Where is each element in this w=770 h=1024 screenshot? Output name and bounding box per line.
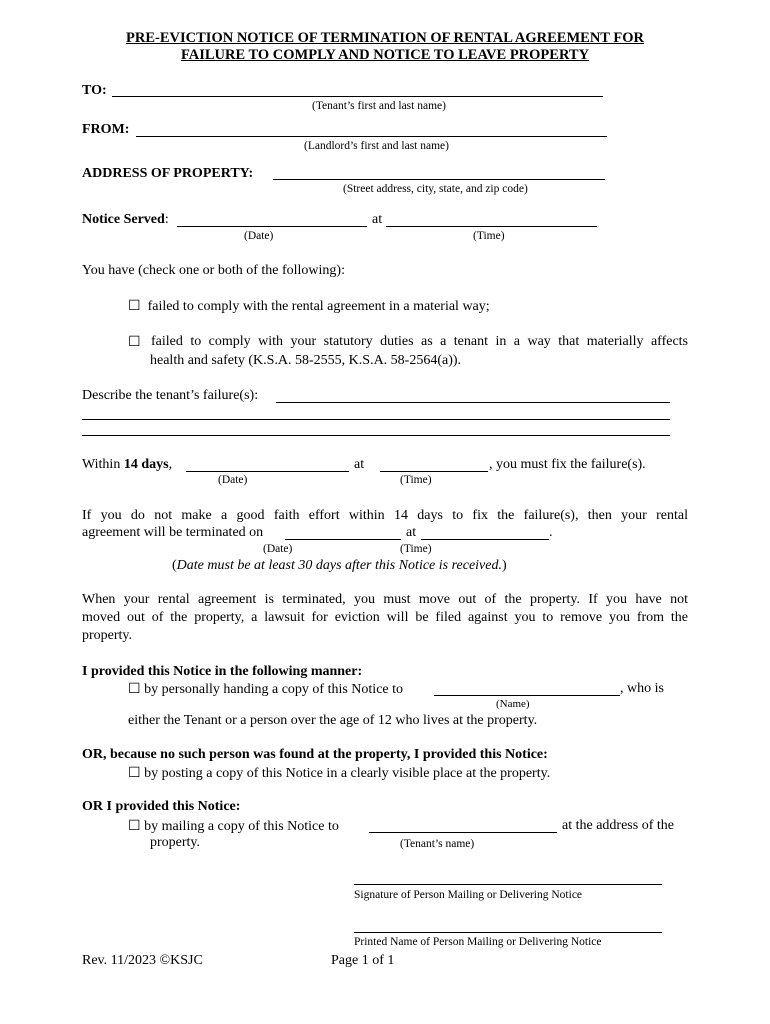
mailing-caption: (Tenant’s name) [400,838,475,850]
posting-heading: OR, because no such person was found at the property, I provided this Notice: [82,747,548,762]
personal-row [128,681,403,698]
address-input-line[interactable] [273,179,605,180]
within-days: 14 days [123,457,169,472]
material-failure-text: failed to comply with the rental agreement in a material way; [147,299,490,314]
personal-name-line[interactable] [434,695,620,696]
footer-revision: Rev. 11/2023 ©KSJC [82,953,203,968]
posting-checkbox[interactable]: ☐ [128,766,141,781]
mailing-name-line[interactable] [369,832,557,833]
within-prefix: Within [82,457,121,472]
from-label: FROM: [82,122,130,137]
terminated-line3: property. [82,628,133,643]
notice-served-label: Notice Served [82,212,165,227]
to-input-line[interactable] [112,96,603,97]
from-input-line[interactable] [136,136,607,137]
footer-page-number: Page 1 of 1 [331,953,395,968]
within-comma: , [168,457,173,472]
statutory-failure-text-line2: health and safety (K.S.A. 58-2555, K.S.A. 58-2564(a)). [150,353,462,368]
manner-heading: I provided this Notice in the following manner: [82,664,363,679]
describe-line-3[interactable] [82,435,670,436]
terminate-line2-prefix: agreement will be terminated on [82,525,264,540]
terminate-at: at [406,525,417,540]
posting-row [128,765,550,782]
notice-served-at: at [372,212,383,227]
address-label: ADDRESS OF PROPERTY: [82,166,254,181]
personal-suffix: , who is [620,681,664,696]
check-intro: You have (check one or both of the following): [82,263,345,278]
terminate-line1: If you do not make a good faith effort within 14 days to fix the failure(s), then your rental [82,508,688,523]
mailing-heading: OR I provided this Notice: [82,799,241,814]
describe-label: Describe the tenant’s failure(s): [82,388,259,403]
notice-served-date-line[interactable] [177,226,367,227]
material-failure-checkbox[interactable]: ☐ [128,299,141,314]
address-caption: (Street address, city, state, and zip code) [343,183,528,195]
terminate-time-line[interactable] [421,539,549,540]
notice-served-date-caption: (Date) [244,230,274,242]
personal-delivery-checkbox[interactable]: ☐ [128,682,141,697]
describe-line-2[interactable] [82,419,670,420]
signature-line[interactable] [354,884,662,885]
terminated-line2: moved out of the property, a lawsuit for eviction will be filed against you to remove you from the [82,610,688,625]
describe-line-1[interactable] [276,402,670,403]
posting-text: by posting a copy of this Notice in a clearly visible place at the property. [144,766,551,781]
to-caption: (Tenant’s first and last name) [312,100,446,112]
within-time-caption: (Time) [400,474,432,486]
within-row [82,457,172,473]
terminate-date-line[interactable] [285,539,401,540]
option-material-row [128,298,490,315]
document-title-line2: FAILURE TO COMPLY AND NOTICE TO LEAVE PROPERTY [180,47,590,63]
terminate-note-text: Date must be at least 30 days after this Notice is received. [176,558,502,573]
notice-served-row [82,212,169,228]
terminate-time-caption: (Time) [400,543,432,555]
within-suffix: , you must fix the failure(s). [489,457,646,472]
mailing-suffix: at the address of the [562,818,674,833]
notice-served-time-caption: (Time) [473,230,505,242]
terminate-date-caption: (Date) [263,543,293,555]
mailing-line2: property. [150,835,201,850]
from-caption: (Landlord’s first and last name) [304,140,449,152]
to-label: TO: [82,83,107,98]
within-date-line[interactable] [186,471,349,472]
signature-caption: Signature of Person Mailing or Delivering Notice [354,889,583,901]
personal-name-caption: (Name) [496,698,530,710]
within-time-line[interactable] [380,471,488,472]
terminate-note: (Date must be at least 30 days after this Notice is received.) [172,558,507,573]
personal-line2: either the Tenant or a person over the age of 12 who lives at the property. [128,713,538,728]
terminated-line1: When your rental agreement is terminated, you must move out of the property. If you have not [82,592,688,607]
printed-name-caption: Printed Name of Person Mailing or Delivering Notice [354,936,602,948]
mailing-row [128,818,339,835]
statutory-failure-checkbox[interactable]: ☐ [128,335,141,350]
within-date-caption: (Date) [218,474,248,486]
personal-delivery-text: by personally handing a copy of this Notice to [144,682,404,697]
document-title-line1: PRE-EVICTION NOTICE OF TERMINATION OF RENTAL AGREEMENT FOR [126,30,644,46]
mailing-text: by mailing a copy of this Notice to [144,819,339,834]
statutory-failure-text-line1: failed to comply with your statutory duties as a tenant in a way that materially affects [151,334,688,349]
printed-name-line[interactable] [354,932,662,933]
notice-served-colon: : [164,212,169,227]
notice-served-time-line[interactable] [386,226,597,227]
within-at: at [354,457,365,472]
mailing-checkbox[interactable]: ☐ [128,819,141,834]
terminate-end: . [549,525,553,540]
